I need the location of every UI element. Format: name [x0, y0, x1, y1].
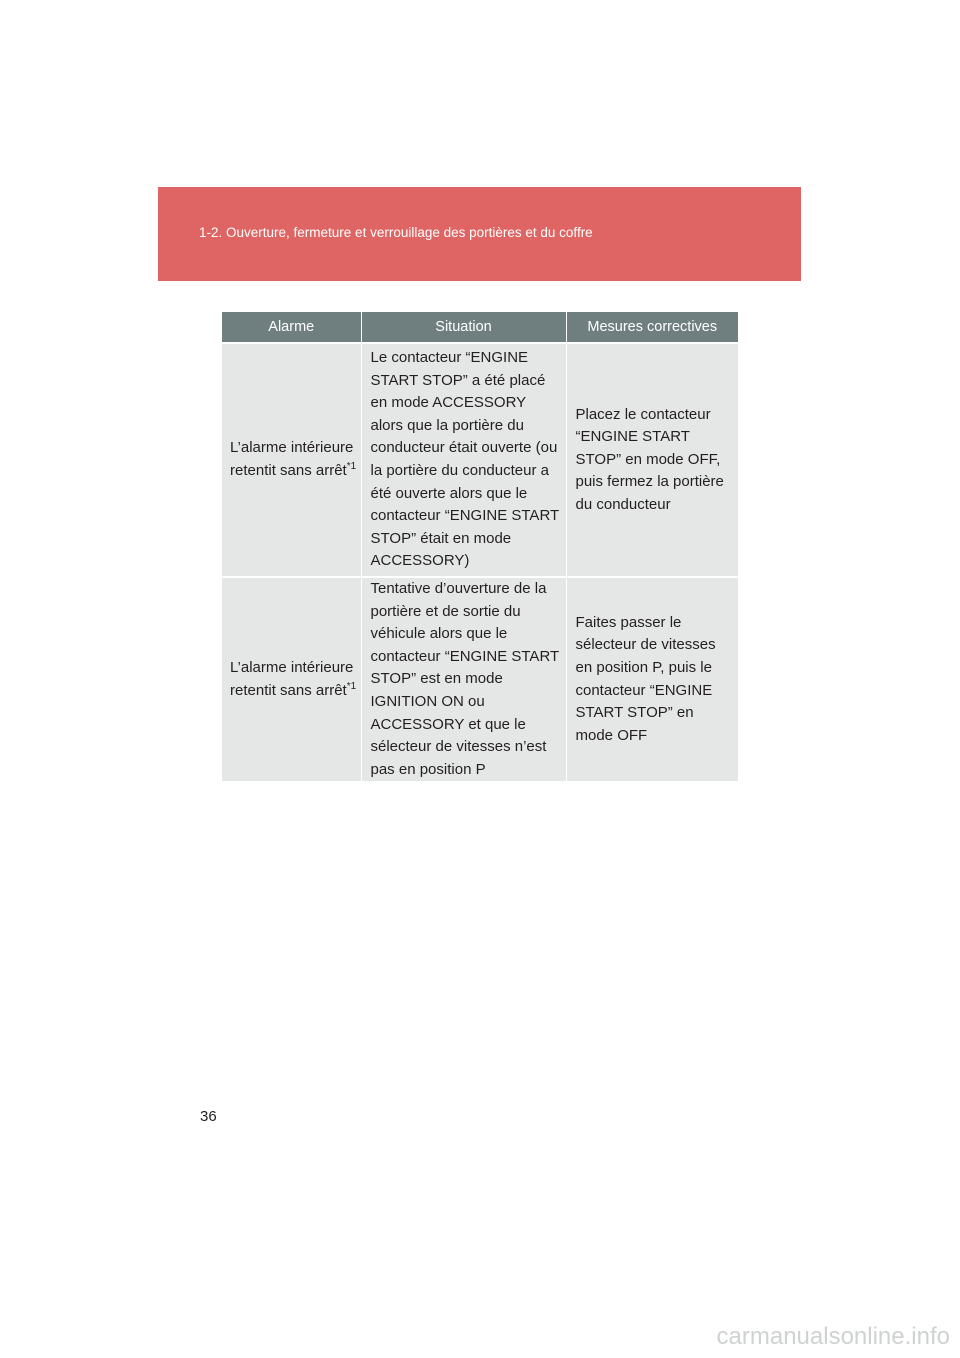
alarm-table — [222, 312, 738, 781]
alarm-text — [230, 437, 359, 482]
alarm-cell — [222, 343, 361, 577]
action-cell — [566, 343, 738, 577]
action-text: Faites passer le sélecteur de vitesses en position P, puis le contacteur “ENGINE START STOP” en mode OFF — [575, 613, 716, 744]
table-row — [222, 577, 738, 781]
situation-text: Le contacteur “ENGINE START STOP” a été placé en mode ACCESSORY alors que la portière du conducteur était ouverte (ou la portière du conducteur a été ouverte alors que le contacteur “ENGINE START STOP” était en mode ACCESSORY) — [370, 349, 559, 570]
table-header-row — [222, 312, 738, 343]
column-header-situation: Situation — [361, 312, 566, 343]
alarm-text — [230, 657, 359, 702]
alarm-label: L’alarme intérieure retentit sans arrêt — [230, 659, 354, 699]
situation-text: Tentative d’ouverture de la portière et de sortie du véhicule alors que le contacteur “ENGINE START STOP” est en mode IGNITION ON ou ACCESSORY et que le sélecteur de vitesses n’est pas en position P — [370, 580, 559, 778]
footnote-marker: *1 — [346, 680, 357, 692]
alarm-cell — [222, 577, 361, 781]
column-header-corrective-measures: Mesures correctives — [566, 312, 738, 343]
situation-cell — [361, 577, 566, 781]
column-header-alarm: Alarme — [222, 312, 361, 343]
section-header-band — [158, 187, 801, 281]
situation-cell — [361, 343, 566, 577]
watermark-text: carmanualsonline.info — [716, 1323, 950, 1350]
table-row — [222, 343, 738, 577]
section-title: 1-2. Ouverture, fermeture et verrouillage des portières et du coffre — [199, 225, 593, 240]
alarm-label: L’alarme intérieure retentit sans arrêt — [230, 439, 354, 479]
footnote-marker: *1 — [346, 461, 357, 472]
action-cell — [566, 577, 738, 781]
action-text: Placez le contacteur “ENGINE START STOP” en mode OFF, puis fermez la portière du conducteur — [575, 405, 724, 513]
page-number: 36 — [200, 1108, 217, 1125]
